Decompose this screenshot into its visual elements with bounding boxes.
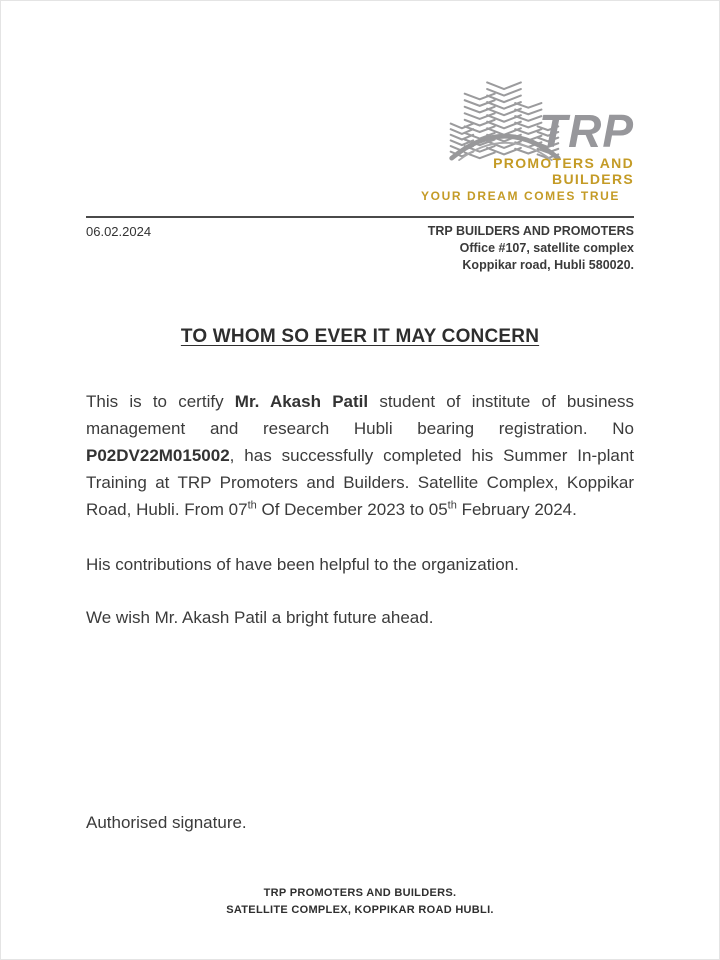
letterhead-row	[86, 223, 634, 274]
logo-trp-text: TRP	[539, 104, 634, 157]
document-footer	[1, 885, 719, 919]
para1-seg1: This is to certify	[86, 392, 235, 411]
para1-seg5: February 2024.	[456, 500, 577, 519]
para1-seg4: Of December 2023 to 05	[256, 500, 448, 519]
company-logo	[86, 75, 634, 204]
ordinal-suffix: th	[447, 499, 457, 512]
logo-promoters-and: PROMOTERS AND	[493, 155, 634, 171]
ordinal-suffix: th	[247, 499, 257, 512]
authorised-signature-label: Authorised signature.	[86, 813, 247, 832]
document-title: TO WHOM SO EVER IT MAY CONCERN	[180, 326, 540, 347]
body-paragraph-wish: We wish Mr. Akash Patil a bright future ahead.	[86, 608, 434, 627]
logo-row	[447, 75, 634, 161]
body-paragraph-contributions: His contributions of have been helpful to the organization.	[86, 555, 519, 574]
address-line-3: Koppikar road, Hubli 580020.	[462, 258, 634, 272]
logo-builders: BUILDERS	[552, 171, 634, 187]
address-line-1: TRP BUILDERS AND PROMOTERS	[427, 224, 634, 238]
logo-tagline: YOUR DREAM COMES TRUE	[421, 189, 620, 203]
para1-seg3: , has successfully completed his Summer In-plant Training at TRP Promoters and Builders. Satellite Complex, Koppikar Road, Hubli. From 07	[86, 446, 634, 519]
company-address	[428, 223, 634, 274]
footer-line-1: TRP PROMOTERS AND BUILDERS.	[263, 887, 457, 899]
body-paragraph-certify	[86, 388, 634, 523]
document-date: 06.02.2024	[86, 224, 152, 239]
address-line-2: Office #107, satellite complex	[459, 241, 634, 255]
footer-line-2: SATELLITE COMPLEX, KOPPIKAR ROAD HUBLI.	[226, 904, 494, 916]
para1-seg2: student of institute of business management and research Hubli bearing registration. No	[86, 392, 634, 438]
header-divider	[86, 216, 634, 218]
registration-number: P02DV22M015002	[86, 446, 230, 465]
student-name: Mr. Akash Patil	[234, 392, 369, 411]
